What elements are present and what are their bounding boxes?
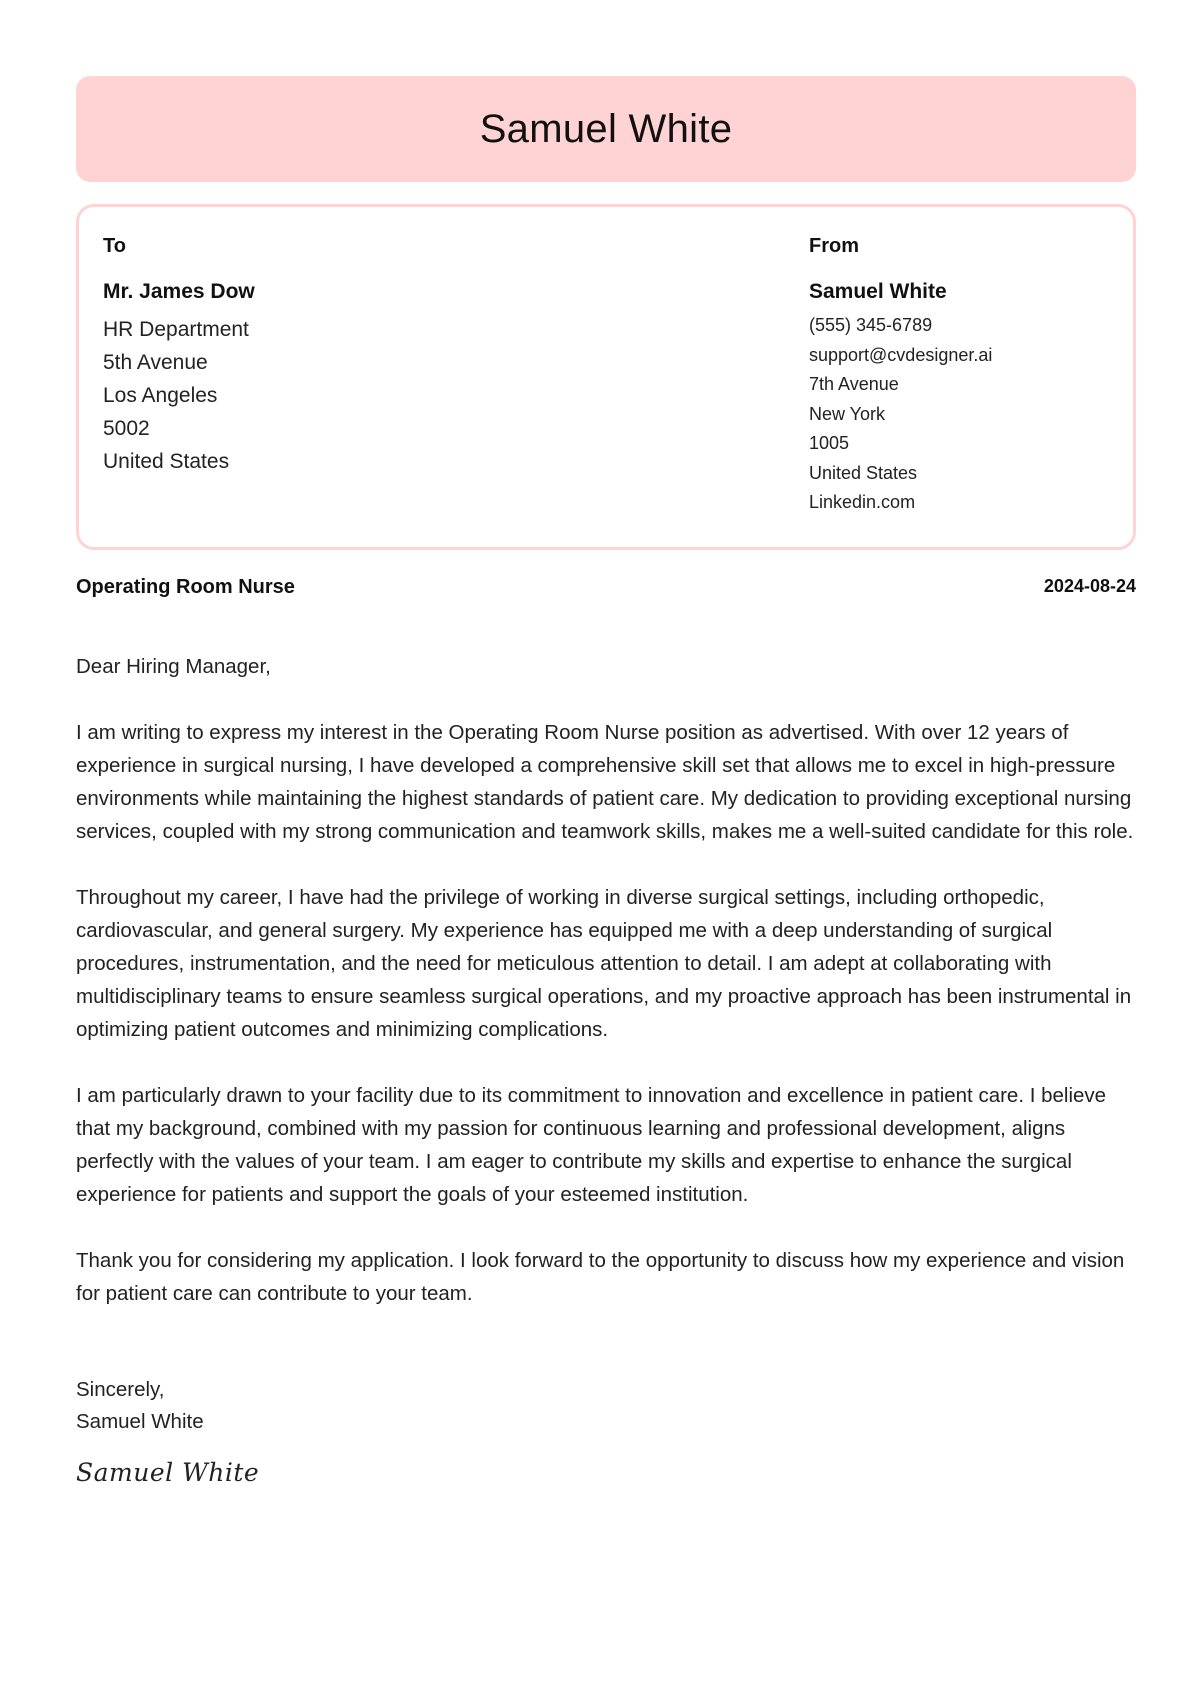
signature: Samuel White (76, 1458, 260, 1487)
recipient-line: 5th Avenue (103, 351, 208, 374)
recipient-name: Mr. James Dow (103, 280, 255, 303)
to-heading: To (103, 235, 126, 257)
body-paragraph: I am particularly drawn to your facility due to its commitment to innovation and excellence in patient care. I believe that my background, combined with my passion for continuous learning and professional development, aligns perfectly with the values of your team. I am eager to contribute my skills and expertise to enhance the surgical experience for patients and support the goals of your esteemed institution. (76, 1084, 1107, 1206)
closing (76, 1374, 204, 1438)
address-box (76, 204, 1136, 550)
closing-name: Samuel White (76, 1410, 204, 1433)
sender-email: support@cvdesigner.ai (809, 344, 993, 365)
sender-name: Samuel White (809, 280, 947, 303)
from-heading: From (809, 235, 859, 257)
body-paragraph: Throughout my career, I have had the privilege of working in diverse surgical settings, including orthopedic, cardiovascular, and general surgery. My experience has equipped me with a deep understanding of surgical procedures, instrumentation, and the need for meticulous attention to detail. I am adept at collaborating with multidisciplinary teams to ensure seamless surgical operations, and my proactive approach has been instrumental in optimizing patient outcomes and minimizing complications. (76, 886, 1132, 1041)
valediction: Sincerely, (76, 1378, 165, 1401)
letter-date: 2024-08-24 (1043, 576, 1136, 596)
sender-phone: (555) 345-6789 (809, 315, 933, 335)
body-paragraph: Thank you for considering my application. I look forward to the opportunity to discuss how my experience and vision for patient care can contribute to your team. (76, 1249, 1125, 1305)
salutation: Dear Hiring Manager, (76, 655, 271, 678)
job-title: Operating Room Nurse (76, 576, 295, 598)
sender-contact (809, 311, 992, 518)
recipient-line: HR Department (103, 318, 249, 341)
recipient-address (103, 313, 249, 478)
header-banner (76, 76, 1136, 182)
applicant-name: Samuel White (479, 106, 733, 151)
sender-line: New York (809, 403, 886, 424)
sender-line: 7th Avenue (809, 374, 899, 394)
body-paragraph: I am writing to express my interest in the Operating Room Nurse position as advertised. With over 12 years of experience in surgical nursing, I have developed a comprehensive skill set that allows me to excel in high-pressure environments while maintaining the highest standards of patient care. My dedication to providing exceptional nursing services, coupled with my strong communication and teamwork skills, makes me a well-suited candidate for this role. (76, 721, 1134, 843)
recipient-line: Los Angeles (103, 384, 218, 407)
recipient-line: United States (103, 450, 230, 473)
sender-line: United States (809, 462, 918, 483)
sender-line: 1005 (809, 433, 850, 453)
letter-body (76, 650, 1140, 1343)
sender-linkedin: Linkedin.com (809, 492, 916, 512)
recipient-line: 5002 (103, 417, 150, 440)
